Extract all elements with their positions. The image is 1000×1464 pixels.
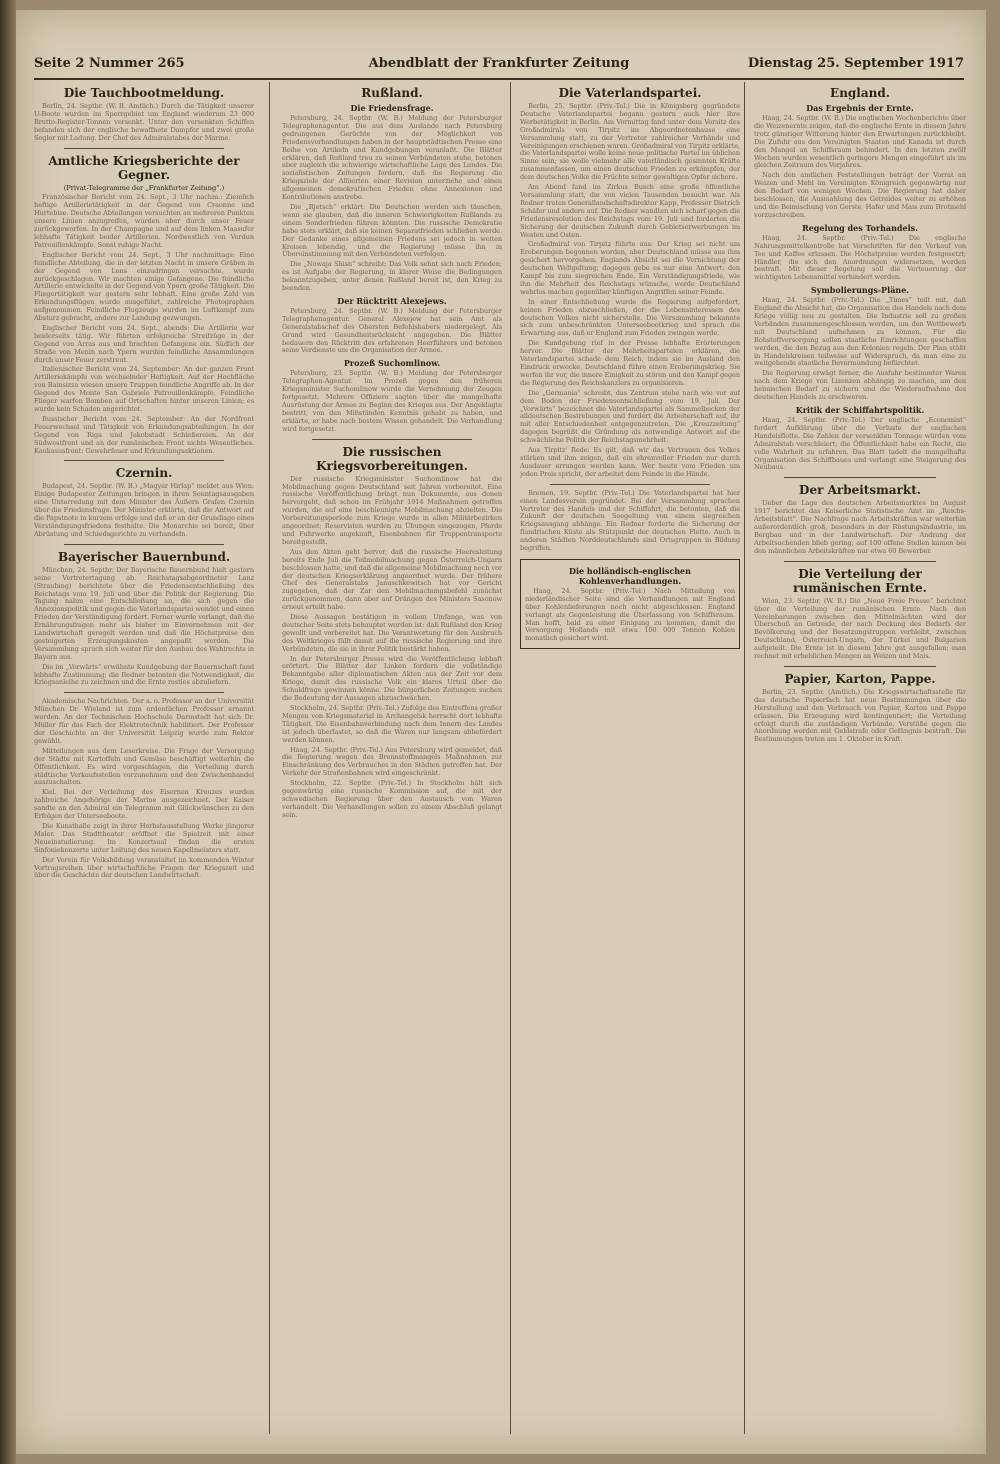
column-divider xyxy=(510,82,511,1434)
article-headline: Czernin. xyxy=(115,466,173,481)
article-body: Wien, 23. Septbr. (W. B.) Die „Neue Freie Presse“ berichtet über die Verteilung der rumänischen Ernte. Nach den Vereinbarungen zwischen den Mittelmächten wird der Überschuß an Getreide, der nach Deckung des Bedarfs der Bevölkerung und der Besatzungstruppen verbleibt, zwischen Deutschland, Österreich-Ungarn, der Türkei und Bulgarien aufgeteilt. Die Ernte ist in diesem Jahre gut ausgefallen; man rechnet mit erheblichen Mengen an Weizen und Mais. xyxy=(754,596,966,661)
article-subheadline: Die Friedensfrage. xyxy=(350,103,434,113)
article-body: München, 24. Septbr. Der Bayerische Bauernbund hielt gestern seine Vertretertagung ab. Reichstagsabgeordneter Lanz (Straubing) berichtete über die Friedensentschließung des Reichstags vom 19. Juli und über die Politik der Regierung. Die Tagung nahm eine Entschließung an, die sich gegen die Annexionspolitik und gegen die Vaterlandspartei wendet und einen Frieden der Verständigung fordert. Ferner wurde verlangt, daß die Ernährungsfragen mehr als bisher im Einvernehmen mit der Landwirtschaft geregelt werden und daß die Höchstpreise den gesteigerten Erzeugungskosten angepaßt werden. Die Versammlung sprach sich weiter für den Ausbau des Wahlrechts in Bayern aus. Die im „Vorwärts“ erwähnte Kundgebung der Bauernschaft fand lebhafte Zustimmung; die Redner betonten die Notwendigkeit, die Kriegsanleihe zu zeichnen und die Ernte restlos abzuliefern. xyxy=(34,565,254,687)
article-body: Haag, 24. Septbr. (Priv.-Tel.) Der englische „Economist“ fordert Aufklärung über die Verluste der englischen Handelsflotte. Die Zahlen der versenkten Tonnage würden vom Admiralstab verschleiert; die Öffentlichkeit habe ein Recht, die volle Wahrheit zu erfahren. Das Blatt tadelt die mangelhafte Organisation des Schiffbaues und verlangt eine Steigerung des Neubaus. xyxy=(754,416,966,472)
article-body: Petersburg, 24. Septbr. (W. B.) Meldung der Petersburger Telegraphenagentur. General Alexejew hat sein Amt als Generalstabschef des Obersten Befehlshabers niedergelegt. Als Grund wird Gesundheitsrücksicht angegeben. Die Blätter bedauern den Rücktritt des erfahrenen Heerführers und betonen seine Verdienste um die Organisation der Armee. xyxy=(282,306,502,355)
article-body: Haag, 24. Septbr. (Priv.-Tel.) Die englische Nahrungsmittelkontrolle hat Vorschriften für den Verkauf von Tee und Kaffee erlassen. Die Höchstpreise werden festgesetzt; Händler, die sich den Anordnungen widersetzen, werden bestraft. Mit dieser Regelung soll die Verteuerung der wichtigsten Lebensmittel verhindert werden. xyxy=(754,233,966,282)
article-separator xyxy=(64,460,224,461)
article-separator xyxy=(64,692,224,693)
column-2 xyxy=(282,82,502,1434)
article-subheadline: Das Ergebnis der Ernte. xyxy=(806,103,914,113)
article-headline: Die Verteilung der rumänischen Ernte. xyxy=(793,566,927,595)
page-number: Seite 2 Nummer 265 xyxy=(34,56,185,71)
article-separator xyxy=(550,484,710,485)
article-separator xyxy=(784,561,936,562)
article-separator xyxy=(64,148,224,149)
column-divider xyxy=(269,82,270,1434)
article-headline: Der Arbeitsmarkt. xyxy=(799,483,921,498)
article-body: Akademische Nachrichten. Der a. o. Professor an der Universität München Dr. Wieland ist zum ordentlichen Professor ernannt worden. An der Technischen Hochschule Darmstadt hat sich Dr. Müller für das Fach der Elektrotechnik habilitiert. Der Professor der Geschichte an der Universität Leipzig wurde zum Rektor gewählt. Mitteilungen aus dem Leserkreise. Die Frage der Versorgung der Städte mit Kartoffeln und Gemüse beschäftigt weiterhin die Öffentlichkeit. Es wird vorgeschlagen, die Verteilung durch städtische Verkaufsstellen vorzunehmen und den Zwischenhandel auszuschalten. Kiel. Bei der Verleihung des Eisernen Kreuzes wurden zahlreiche Angehörige der Marine ausgezeichnet. Der Kaiser sandte an den Admiral ein Telegramm mit Glückwünschen zu den Erfolgen der Unterseeboote. Die Kunsthalle zeigt in ihrer Herbstausstellung Werke jüngerer Maler. Das Stadttheater eröffnet die Spielzeit mit einer Neueinstudierung. Im Konzertsaal finden die ersten Sinfoniekonzerte unter Leitung des neuen Kapellmeisters statt. Der Verein für Volksbildung veranstaltet im kommenden Winter Vortragsreihen über wirtschaftliche Fragen der Kriegszeit und über die Geschichte der deutschen Landwirtschaft. xyxy=(34,697,254,880)
article-body: Berlin, 24. Septbr. (W. B. Amtlich.) Durch die Tätigkeit unserer U-Boote wurden im Sperrgebiet um England wiederum 23 000 Brutto-Register-Tonnen versenkt. Unter den versenkten Schiffen befanden sich der englische bewaffnete Dampfer und zwei große Segler mit Ladung. Der Chef des Admiralstabes der Marine. xyxy=(34,102,254,142)
newspaper-page xyxy=(16,10,986,1454)
article-separator xyxy=(312,439,472,440)
article-separator xyxy=(64,544,224,545)
article-separator xyxy=(784,477,936,478)
column-1 xyxy=(34,82,254,1434)
book-binding-edge xyxy=(0,0,16,1464)
article-headline: Papier, Karton, Pappe. xyxy=(784,671,936,686)
article-subheadline: Regelung des Torhandels. xyxy=(802,222,918,233)
article-body: Französischer Bericht vom 24. Sept., 3 Uhr nachm.: Ziemlich heftige Artillerietätigkeit in der Gegend von Craonne und Hurtebise. Deutsche Abteilungen versuchten an mehreren Punkten unsere Linien anzugreifen, wurden aber durch unser Feuer zurückgeworfen. In der Champagne und auf dem linken Maasufer lebhafte Tätigkeit beider Artillerien. Nordwestlich von Verdun Patrouillenkämpfe. Sonst ruhige Nacht. Englischer Bericht vom 24. Sept., 3 Uhr nachmittags: Eine feindliche Abteilung, die in der letzten Nacht in unsere Gräben in der Gegend von Lens einzudringen versuchte, wurde zurückgeschlagen. Wir machten einige Gefangene. Die feindliche Artillerie entwickelte in der Gegend von Ypern große Tätigkeit. Die Fliegertätigkeit war gestern sehr lebhaft. Eine große Zahl von Erkundungsflügen wurde ausgeführt, zahlreiche Photographien aufgenommen. Feindliche Flugzeuge wurden im Luftkampf zum Absturz gebracht, andere zur Landung gezwungen. Englischer Bericht vom 24. Sept., abends: Die Artillerie war beiderseits tätig. Wir führten erfolgreiche Streifzüge in der Gegend von Arras aus und brachten Gefangene ein. Südlich der Straße von Menin nach Ypern wurden feindliche Ansammlungen durch unser Feuer zerstreut. Italienischer Bericht vom 24. September: An der ganzen Front Artilleriekämpfe von wechselnder Heftigkeit. Auf der Hochfläche von Bainsizza wiesen unsere Truppen feindliche Angriffe ab. In der Gegend des Monte San Gabriele Patrouillenkämpfe. Feindliche Flieger warfen Bomben auf Ortschaften hinter unseren Linien; es wurde kein Schaden angerichtet. Russischer Bericht vom 24. September: An der Nordfront Feuerwechsel und Tätigkeit von Erkundungsabteilungen. In der Gegend von Riga und Jakobstadt Schießereien. An der Südwestfront und an der rumänischen Front nichts Wesentliches. Kaukasusfront: Gewehrfeuer und Erkundungsaktionen. xyxy=(34,193,254,455)
article-body: Berlin, 23. Septbr. (Amtlich.) Die Kriegswirtschaftsstelle für das deutsche Papierfach hat neue Bestimmungen über die Herstellung und den Verbrauch von Papier, Karton und Pappe erlassen. Die Erzeugung wird kontingentiert; die Verteilung erfolgt durch die zuständigen Verbände. Verstöße gegen die Anordnung werden mit Geldstrafe oder Gefängnis bestraft. Die Bestimmungen treten am 1. Oktober in Kraft. xyxy=(754,687,966,744)
newspaper-title: Abendblatt der Frankfurter Zeitung xyxy=(368,56,630,71)
article-headline: Bayerischer Bauernbund. xyxy=(57,549,231,564)
article-headline: Amtliche Kriegsberichte der Gegner. xyxy=(48,153,240,182)
article-subheadline: Prozeß Suchomlinow. xyxy=(343,358,441,369)
article-headline: Die Vaterlandspartei. xyxy=(558,86,702,100)
article-body: Ueber die Lage des deutschen Arbeitsmarktes im August 1917 berichtet das Kaiserliche Statistische Amt im „Reichs-Arbeitsblatt“. Die Nachfrage nach Arbeitskräften war weiterhin außerordentlich groß, besonders in der Rüstungsindustrie, im Bergbau und in der Landwirtschaft. Der Andrang der Arbeitsuchenden blieb gering; auf 100 offene Stellen kamen bei den männlichen Arbeitskräften nur etwa 60 Bewerber. xyxy=(754,499,966,555)
article-headline: Die holländisch-englischen Kohlenverhandlungen. xyxy=(569,565,691,586)
article-headline: Die Tauchbootmeldung. xyxy=(63,86,225,100)
article-headline: Die russischen Kriegsvorbereitungen. xyxy=(316,444,468,473)
header-rule xyxy=(34,78,964,80)
article-separator xyxy=(784,666,936,667)
article-body: Petersburg, 24. Septbr. (W. B.) Meldung der Petersburger Telegraphenagentur. Die aus dem Auslande nach Petersburg gedrungenen Gerüchte von der Möglichkeit von Friedensverhandlungen haben in der hauptstädtischen Presse eine Reihe von Artikeln und Kundgebungen veranlaßt. Die Blätter erklären, daß Rußland treu zu seinen Verbündeten stehe, betonen aber zugleich die schwierige wirtschaftliche Lage des Landes. Die sozialistischen Zeitungen fordern, daß die Regierung die Kriegsziele der Alliierten einer Revision unterziehe und einen allgemeinen demokratischen Frieden ohne Annexionen und Kontributionen anstrebe. Die „Rjetsch“ erklärt: Die Deutschen werden sich täuschen, wenn sie glauben, daß die inneren Schwierigkeiten Rußlands zu einem Sonderfrieden führen könnten. Die russische Demokratie habe stets erklärt, daß sie keinen Separatfrieden schließen werde. Der Gedanke eines allgemeinen Friedens sei jedoch in weiten Kreisen lebendig, und die Regierung müsse ihn in Übereinstimmung mit den Verbündeten verfolgen. Die „Nowaja Shisn“ schreibt: Das Volk sehnt sich nach Frieden; es ist Aufgabe der Regierung, in klarer Weise die Bedingungen bekanntzugeben, unter denen Rußland bereit ist, den Krieg zu beenden. xyxy=(282,114,502,293)
article-body: Budapest, 24. Septbr. (W. B.) „Magyar Hirlap“ meldet aus Wien: Einige Budapester Zeitungen bringen in ihren Sonntagsausgaben eine Unterredung mit dem Minister des Äußern Grafen Czernin über die Friedensfrage. Der Minister erklärte, daß die Antwort auf die Papstnote in kurzem erfolge und daß er an der Grundlage eines Verständigungsfriedens festhalte. Die Monarchie sei bereit, über Abrüstung und Schiedsgerichte zu verhandeln. xyxy=(34,482,254,538)
article-headline: England. xyxy=(830,86,890,100)
article-body: Bremen, 19. Septbr. (Priv.-Tel.) Die Vaterlandspartei hat hier einen Landesverein gegründet. Bei der Versammlung sprachen Vertreter des Handels und der Schiffahrt, die betonten, daß die Zukunft der deutschen Seegeltung von einem siegreichen Kriegsausgang abhänge. Ein Redner forderte die Sicherung der flandrischen Küste als Stützpunkt der deutschen Flotte. Auch in anderen Städten Norddeutschlands sind Ortsgruppen in Bildung begriffen. xyxy=(520,488,740,553)
news-box xyxy=(520,559,740,649)
article-body: Haag, 24. Septbr. (Priv.-Tel.) Die „Times“ teilt mit, daß England die Absicht hat, die Organisation des Handels nach dem Kriege völlig neu zu gestalten. Die Industrie soll zu großen Verbänden zusammengeschlossen werden, um den Wettbewerb mit Deutschland aufnehmen zu können. Für die Rohstoffversorgung sollen staatliche Einrichtungen geschaffen werden, die den Bezug aus den Kolonien regeln. Der Plan stößt in Handelskreisen teilweise auf Widerspruch, da man eine zu weitgehende staatliche Bevormundung befürchtet. Die Regierung erwägt ferner, die Ausfuhr bestimmter Waren nach dem Kriege von Lizenzen abhängig zu machen, um den heimischen Bedarf zu sichern und die Wiederaufnahme des deutschen Handels zu erschweren. xyxy=(754,296,966,402)
column-3 xyxy=(520,82,740,1434)
article-subheadline: Der Rücktritt Alexejews. xyxy=(337,295,447,306)
article-body: Haag, 24. Septbr. (Priv.-Tel.) Nach Mitteilung von niederländischer Seite sind die Verhandlungen mit England über Kohlenlieferungen noch nicht abgeschlossen. England verlangt als Gegenleistung die Überlassung von Schiffsraum. Man hofft, bald zu einer Einigung zu kommen, damit die Versorgung Hollands mit etwa 100 000 Tonnen Kohlen monatlich gesichert wird. xyxy=(525,586,735,643)
article-body: Der russische Kriegsminister Suchomlinow hat die Mobilmachung gegen Deutschland seit Jahren vorbereitet. Eine russische Veröffentlichung bringt nun Dokumente, aus denen hervorgeht, daß schon im Frühjahr 1914 Maßnahmen getroffen wurden, die auf eine beschleunigte Mobilmachung abzielten. Die Vorbereitungsperiode zum Kriege wurde in allen Militärbezirken angeordnet; Reservisten wurden zu Übungen eingezogen, Pferde und Fuhrwerke angekauft, Eisenbahnen für Truppentransporte bereitgestellt. Aus den Akten geht hervor, daß die russische Heeresleitung bereits Ende Juli die Teilmobilmachung gegen Österreich-Ungarn beschlossen hatte, und daß die allgemeine Mobilmachung noch vor der deutschen Kriegserklärung angeordnet wurde. Der frühere Chef des Generalstabs Januschkewitsch hat vor Gericht zugegeben, daß der Zar den Mobilmachungsbefehl zunächst zurückgenommen, dann aber auf Drängen des Ministers Sasonow erneut erteilt habe. Diese Aussagen bestätigen in vollem Umfange, was von deutscher Seite stets behauptet worden ist: daß Rußland den Krieg gewollt und vorbereitet hat. Die Verantwortung für den Ausbruch des Weltkrieges fällt damit auf die russische Regierung und ihre Verbündeten, die sie in ihrer Politik bestärkt haben. In der Petersburger Presse wird die Veröffentlichung lebhaft erörtert. Die Blätter der Linken fordern die vollständige Bekanntgabe aller diplomatischen Akten aus der Zeit vor dem Kriege, damit das russische Volk ein klares Urteil über die Schuldfrage gewinnen könne. Die bürgerlichen Zeitungen suchen die Bedeutung der Aussagen abzuschwächen. Stockholm, 24. Septbr. (Priv.-Tel.) Zufolge des Eintreffens großer Mengen von Kriegsmaterial in Archangelsk herrscht dort lebhafte Tätigkeit. Die Eisenbahnverbindung nach dem Innern des Landes ist jedoch überlastet, so daß die Waren nur langsam abbefördert werden können. Haag, 24. Septbr. (Priv.-Tel.) Aus Petersburg wird gemeldet, daß die Regierung wegen des Brennstoffmangels Maßnahmen zur Einschränkung des Verbrauches in den Städten getroffen hat. Der Verkehr der Straßenbahnen wird eingeschränkt. Stockholm, 22. Septbr. (Priv.-Tel.) In Stockholm hält sich gegenwärtig eine russische Kommission auf, die mit der schwedischen Regierung über den Austausch von Waren verhandelt. Die Verhandlungen sollen zu einem Abschluß gelangt sein. xyxy=(282,474,502,819)
article-headline: Rußland. xyxy=(361,86,423,100)
article-note: (Privat-Telegramme der „Frankfurter Zeitung“.) xyxy=(63,183,225,192)
column-divider xyxy=(744,82,745,1434)
issue-date: Dienstag 25. September 1917 xyxy=(747,56,964,71)
page-header xyxy=(34,52,964,74)
article-subheadline: Kritik der Schiffahrtspolitik. xyxy=(795,405,925,415)
column-4 xyxy=(754,82,966,1434)
article-body: Berlin, 25. Septbr. (Priv.-Tel.) Die in Königsberg gegründete Deutsche Vaterlandspartei begann gestern auch hier ihre Werbetätigkeit in Berlin. Am Vormittag fand unter dem Vorsitz des Großadmirals von Tirpitz im Abgeordnetenhause eine Versammlung statt, zu der Vertreter zahlreicher Verbände und Vereinigungen erschienen waren. Großadmiral von Tirpitz erklärte, die Vaterlandspartei wolle keine neue politische Partei im üblichen Sinne sein; sie wolle vielmehr alle vaterländisch gesinnten Kräfte zusammenfassen, um einen deutschen Frieden zu erkämpfen, der dem deutschen Volke die Früchte seiner gewaltigen Opfer sichere. Am Abend fand im Zirkus Busch eine große öffentliche Versammlung statt, die von vielen Tausenden besucht war. Als Redner traten Generallandschaftsdirektor Kapp, Professor Dietrich Schäfer und andere auf. Die Redner wandten sich scharf gegen die Friedensresolution des Reichstags vom 19. Juli und forderten die Sicherung der deutschen Zukunft durch Gebietserwerbungen im Westen und Osten. Großadmiral von Tirpitz führte aus: Der Krieg sei nicht um Eroberungen begonnen worden, aber Deutschland müsse aus ihm gesichert hervorgehen. Englands Absicht sei die Vernichtung der deutschen Weltgeltung; dagegen gebe es nur eine Antwort: den Kampf bis zum siegreichen Ende. Ein Verständigungsfriede, wie ihn die Mehrheit des Reichstags wünsche, werde Deutschland wehrlos machen gegenüber künftigen Angriffen seiner Feinde. In einer Entschließung wurde die Regierung aufgefordert, keinen Frieden abzuschließen, der die Lebensinteressen des deutschen Volkes nicht sicherstelle. Die Versammlung bekannte sich zum unbeschränkten Unterseebootkrieg und sprach die Erwartung aus, daß er England zum Frieden zwingen werde. Die Kundgebung rief in der Presse lebhafte Erörterungen hervor. Die Blätter der Mehrheitsparteien erklären, die Vaterlandspartei schade dem Reich, indem sie im Ausland den Eindruck erwecke, Deutschland führe einen Eroberungskrieg. Sie werfen ihr vor, die innere Einigkeit zu stören und den Kampf gegen die Regierung des Reichskanzlers zu organisieren. Die „Germania“ schreibt, das Zentrum stehe nach wie vor auf dem Boden der Friedensentschließung vom 19. Juli. Der „Vorwärts“ bezeichnet die Vaterlandspartei als Sammelbecken der alldeutschen Bestrebungen und fordert die Arbeiterschaft auf, ihr mit aller Entschiedenheit entgegenzutreten. Die „Kreuzzeitung“ dagegen begrüßt die Gründung als notwendige Antwort auf die schwächliche Politik der Reichstagsmehrheit. Aus Tirpitz' Rede: Es gilt, daß wir das Vertrauen des Volkes stärken und ihm zeigen, daß ein ehrenvoller Frieden nur durch Ausdauer errungen werden kann. Wer heute vom Frieden um jeden Preis spricht, der arbeitet dem Feinde in die Hände. xyxy=(520,102,740,478)
article-body: Petersburg, 23. Septbr. (W. B.) Meldung der Petersburger Telegraphen-Agentur. Im Prozeß gegen den früheren Kriegsminister Suchomlinow wurde die Vernehmung der Zeugen fortgesetzt. Mehrere Offiziere sagten über die mangelhafte Ausrüstung der Armee zu Beginn des Krieges aus. Der Angeklagte bestritt, von den Mißständen Kenntnis gehabt zu haben, und erklärte, er habe nach bestem Wissen gehandelt. Die Verhandlung wird fortgesetzt. xyxy=(282,369,502,433)
article-subheadline: Symbolierungs-Pläne. xyxy=(810,285,910,296)
article-body: Haag, 24. Septbr. (W. B.) Die englischen Wochenberichte über die Weizenernte zeigen, daß die englische Ernte in diesem Jahre trotz günstiger Witterung hinter den Erwartungen zurückbleibt. Die Zufuhr aus den Vereinigten Staaten und Kanada ist durch den Mangel an Schiffsraum behindert. In den letzten zwölf Wochen wurden wesentlich geringere Mengen eingeführt als im gleichen Zeitraum des Vorjahres. Nach den amtlichen Feststellungen beträgt der Vorrat an Weizen und Mehl im Vereinigten Königreich gegenwärtig nur den Bedarf von wenigen Wochen. Die Regierung hat daher beschlossen, die Ausmahlung des Getreides weiter zu erhöhen und die Beimischung von Gerste, Hafer und Mais zum Brotmehl vorzuschreiben. xyxy=(754,114,966,219)
